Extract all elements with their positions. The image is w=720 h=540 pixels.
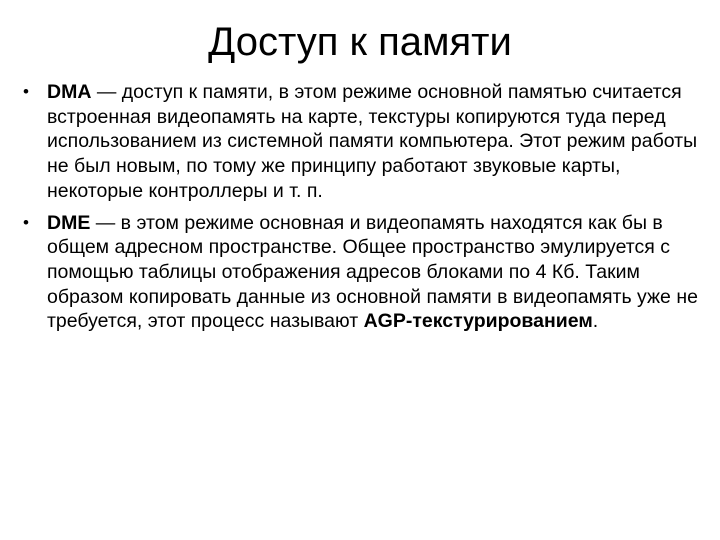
bullet-item-dme [20, 211, 704, 335]
slide-title: Доступ к памяти [208, 20, 512, 64]
bullet-list [20, 80, 704, 341]
definition-dma: — доступ к памяти, в этом режиме основной памятью считается встроенная видеопамять на карте, текстуры копируются туда перед использованием из системной памяти компьютера. Этот режим работы не был новым, по тому же принципу работают звуковые карты, некоторые контроллеры и т. п. [47, 81, 698, 202]
term-dme: DME [47, 211, 91, 234]
bullet-item-dma [20, 80, 704, 204]
term-dma: DMA [47, 81, 92, 103]
definition-dme-end: . [592, 310, 599, 333]
bullet-icon: • [23, 82, 29, 101]
term-agp-texturing: AGP-текстурированием [363, 310, 593, 333]
definition-dme: — в этом режиме основная и видеопамять находятся как бы в общем адресном пространстве. Общее пространство эмулируется с помощью таблицы отображения адресов блоками по 4 Кб. Таким образом копировать данные из основной памяти в видеопамять уже не требуется, этот процесс называют [47, 211, 698, 333]
bullet-icon: • [23, 212, 29, 232]
